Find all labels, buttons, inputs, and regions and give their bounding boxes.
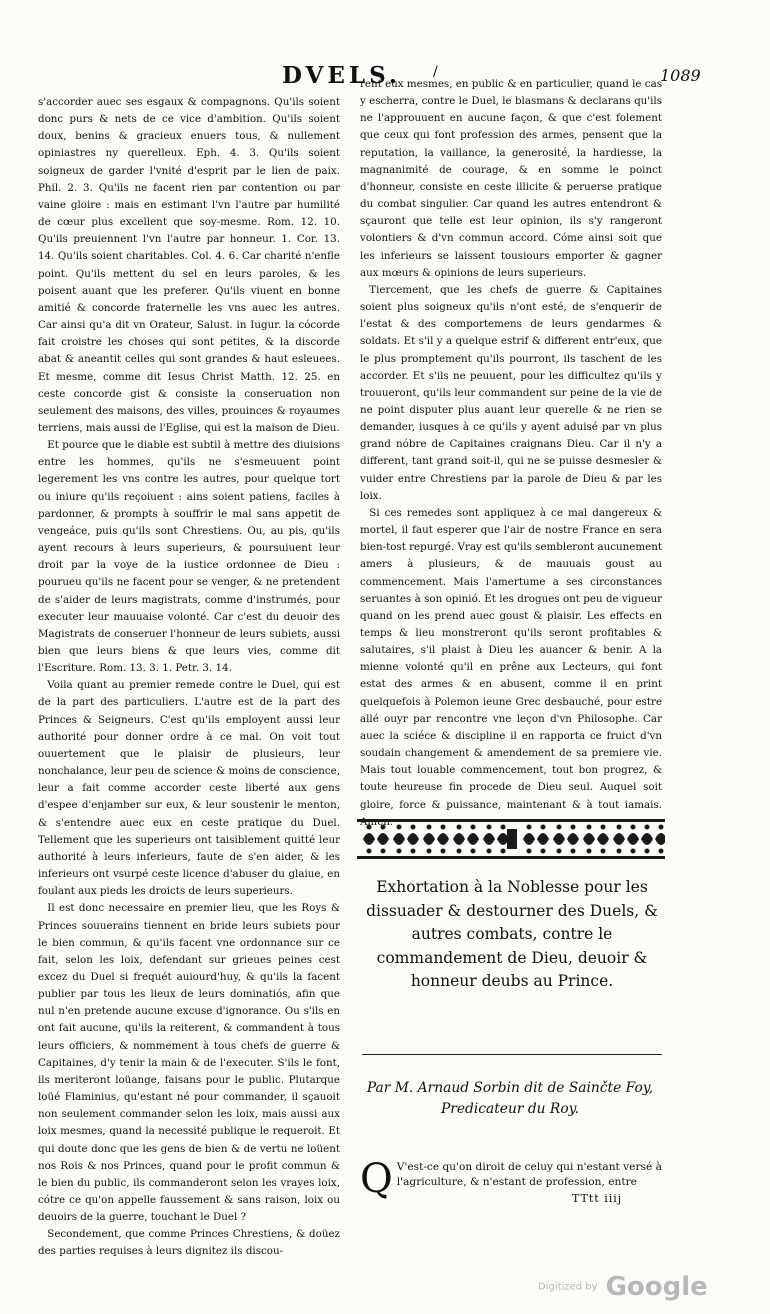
watermark-prefix: Digitized by: [538, 1281, 598, 1293]
left-paragraph: Et pource que le diable est subtil à mettre des diuisions entre les hommes, qu'ils ne s'esmeuuent point legerement les vns contre les autres, pour quelque tort ou iniure qu'ils reçoiuent : ains soient patiens, faciles à pardonner, & prompts à souffrir le mal sans appetit de vengeáce, puis qu'ils sont Chrestiens. Ou, au pis, qu'ils ayent recours à leurs superieurs, & poursuiuent leur droit par la voye de la iustice ordonnee de Dieu : pourueu qu'ils ne facent pour se venger, & ne pretendent de s'aider de leurs magistrats, comme d'instrumés, pour executer leur mauuaise volonté. Car c'est du deuoir des Magistrats de conseruer l'honneur de leurs subiets, aussi bien que leurs biens & que leurs vies, comme dit l'Escriture. Rom. 13. 3. 1. Petr. 3. 14.: [38, 439, 340, 675]
left-paragraph: Voila quant au premier remede contre le Duel, qui est de la part des particuliers. L'autre est de la part des Princes & Seigneurs. C'est qu'ils employent aussi leur authorité pour donner ordre à ce mal. On voit tout ouuertement que le plaisir de plusieurs, leur nonchalance, leur peu de science & moins de conscience, leur a fait comme accorder ceste liberté aux gens d'espee d'enjamber sur eux, & leur soustenir le menton, & s'entendre auec eux en ceste pratique du Duel. Tellement que les superieurs ont taisiblement quitté leur authorité à leurs inferieurs, faute de s'en aider, & les inferieurs ont vsurpé ceste licence d'abuser du glaiue, en foulant aux pieds les droicts de leurs superieurs.: [38, 679, 340, 898]
running-header-title: DVELS.: [282, 62, 401, 89]
watermark-brand: Google: [605, 1272, 708, 1302]
opening-text: V'est-ce qu'on diroit de celuy qui n'estant versé à l'agriculture, & n'estant de profession, entre: [396, 1161, 662, 1188]
right-column: [360, 76, 662, 831]
left-paragraph: Secondement, que comme Princes Chrestiens, & doüez des parties requises à leurs dignitez ils discou-: [38, 1228, 340, 1258]
right-paragraph: Tiercement, que les chefs de guerre & Capitaines soient plus soigneux qu'ils n'ont esté, de s'enquerir de l'estat & des comportemens de leurs gendarmes & soldats. Et s'il y a quelque estrif & different entr'eux, que le plus promptement qu'ils pourront, ils taschent de les accorder. Et s'ils ne peuuent, pour les difficultez qu'ils y trouueront, qu'ils leur commandent sur peine de la vie de ne point disputer plus auant leur querelle & ne rien se demander, iusques à ce qu'ils y ayent aduisé par vn plus grand nóbre de Capitaines craignans Dieu. Car il n'y a different, tant grand soit-il, qui ne se puisse desmesler & vuider entre Chrestiens par la parole de Dieu & par les loix.: [360, 283, 662, 502]
header-mark: /: [433, 64, 438, 80]
left-column: [38, 94, 340, 1261]
right-paragraph: rent eux mesmes, en public & en particulier, quand le cas y escherra, contre le Duel, le blasmans & declarans qu'ils ne l'approuuent en aucune façon, & que c'est folement que ceux qui font profession des armes, pensent que la reputation, la vaillance, la generosité, la hardiesse, la magnanimité de courage, & en somme le poinct d'honneur, consiste en ceste illicite & peruerse pratique du combat singulier. Car quand les autres entendront & sçauront que telle est leur opinion, ils s'y rangeront volontiers & d'vn commun accord. Cóme ainsi soit que les inferieurs se laissent tousiours emporter & gagner aux mœurs & opinions de leurs superieurs.: [360, 78, 662, 279]
author-line: Par M. Arnaud Sorbin dit de Sainčte Foy, Predicateur du Roy.: [366, 1080, 654, 1117]
left-paragraph: Il est donc necessaire en premier lieu, que les Roys & Princes souuerains tiennent en bride leurs subiets pour le bien commun, & qu'ils facent vne ordonnance sur ce fait, selon les loix, defendant sur grieues peines cest excez du Duel si frequét auiourd'huy, & qu'ils la facent publier par tous les lieux de leurs dominatiós, afin que nul n'en pretende aucune excuse d'ignorance. Ou s'ils en ont fait aucune, qu'ils la reiterent, & commandent à tous leurs officiers, & nommement à tous chefs de guerre & Capitaines, d'y tenir la main & de l'executer. S'ils le font, ils meriteront loüange, faisans pour le public. Plutarque loüé Flaminius, qu'estant né pour commander, il sçauoit non seulement commander selon les loix, mais aussi aux loix mesmes, quand la necessité publique le requeroit. Et qui doute donc que les gens de bien & de vertu ne loüent nos Rois & nos Princes, quand pour le profit commun & le bien du public, ils commanderont selon les vrayes loix, cótre ce qu'on appelle faussement & sans raison, loix ou deuoirs de la guerre, touchant le Duel ?: [38, 902, 340, 1224]
decorative-ornament-band: [357, 817, 665, 861]
page-number: 1089: [660, 66, 701, 85]
right-paragraph: Si ces remedes sont appliquez à ce mal dangereux & mortel, il faut esperer que l'air de nostre France en sera bien-tost repurgé. Vray est qu'ils sembleront aucunement amers à plusieurs, & de mauuais goust au commencement. Mais l'amertume a ses circonstances seruantes à son opinió. Et les drogues ont peu de vigueur quand on les prend auec goust & plaisir. Les effects en temps & lieu monstreront qu'ils seront profitables & salutaires, s'il plaist à Dieu les auancer & benir. A la mienne volonté qu'il en prêne aux Lecteurs, qui font estat des armes & en abusent, comme il en print quelquefois à Polemon ieune Grec desbauché, pour estre allé ouyr par rencontre vne leçon d'vn Philosophe. Car auec la sciéce & discipline il en rapporta ce fruict d'vn soudain changement & amendement de sa premiere vie. Mais tout louable commencement, tout bon progrez, & toute heureuse fin procede de Dieu seul. Auquel soit gloire, force & puissance, maintenant & à tout iamais.: [360, 506, 662, 811]
drop-cap: Q: [360, 1156, 393, 1202]
signature-mark: TTtt iiij: [572, 1192, 623, 1205]
exhortation-title: Exhortation à la Noblesse pour les dissuader & destourner des Duels, & autres combats, contre le commandement de Dieu, deuoir & honneur deubs au Prince.: [366, 878, 658, 990]
left-paragraph: s'accorder auec ses esgaux & compagnons. Qu'ils soient donc purs & nets de ce vice d'ambition. Qu'ils soient doux, benins & gracieux enuers tous, & nullement opiniastres ny querelleux. Eph. 4. 3. Qu'ils soient soigneux de garder l'vnité d'esprit par le lien de paix. Phil. 2. 3. Qu'ils ne facent rien par contention ou par vaine gloire : mais en estimant l'vn l'autre par humilité de cœur plus excellent que soy-mesme. Rom. 12. 10. Qu'ils preuiennent l'vn l'autre par honneur. 1. Cor. 13. 14. Qu'ils soient charitables. Col. 4. 6. Car charité n'enfle point. Qu'ils mettent du sel en leurs paroles, & les poisent auant que les preferer. Qu'ils viuent en bonne amitié & concorde fraternelle les vns auec les autres. Car ainsi qu'a dit vn Orateur, Salust. in Iugur. la cócorde fait croistre les choses qui sont petites, & la discorde abat & aneantit celles qui sont grandes & haut esleuees. Et mesme, comme dit Iesus Christ Matth. 12. 25. en ceste concorde gist & consiste la conseruation non seulement des maisons, des villes, prouinces & royaumes terriens, mais aussi de l'Eglise, qui est la maison de Dieu.: [38, 96, 340, 434]
digitized-watermark: [538, 1272, 708, 1302]
divider-rule: [362, 1054, 662, 1055]
